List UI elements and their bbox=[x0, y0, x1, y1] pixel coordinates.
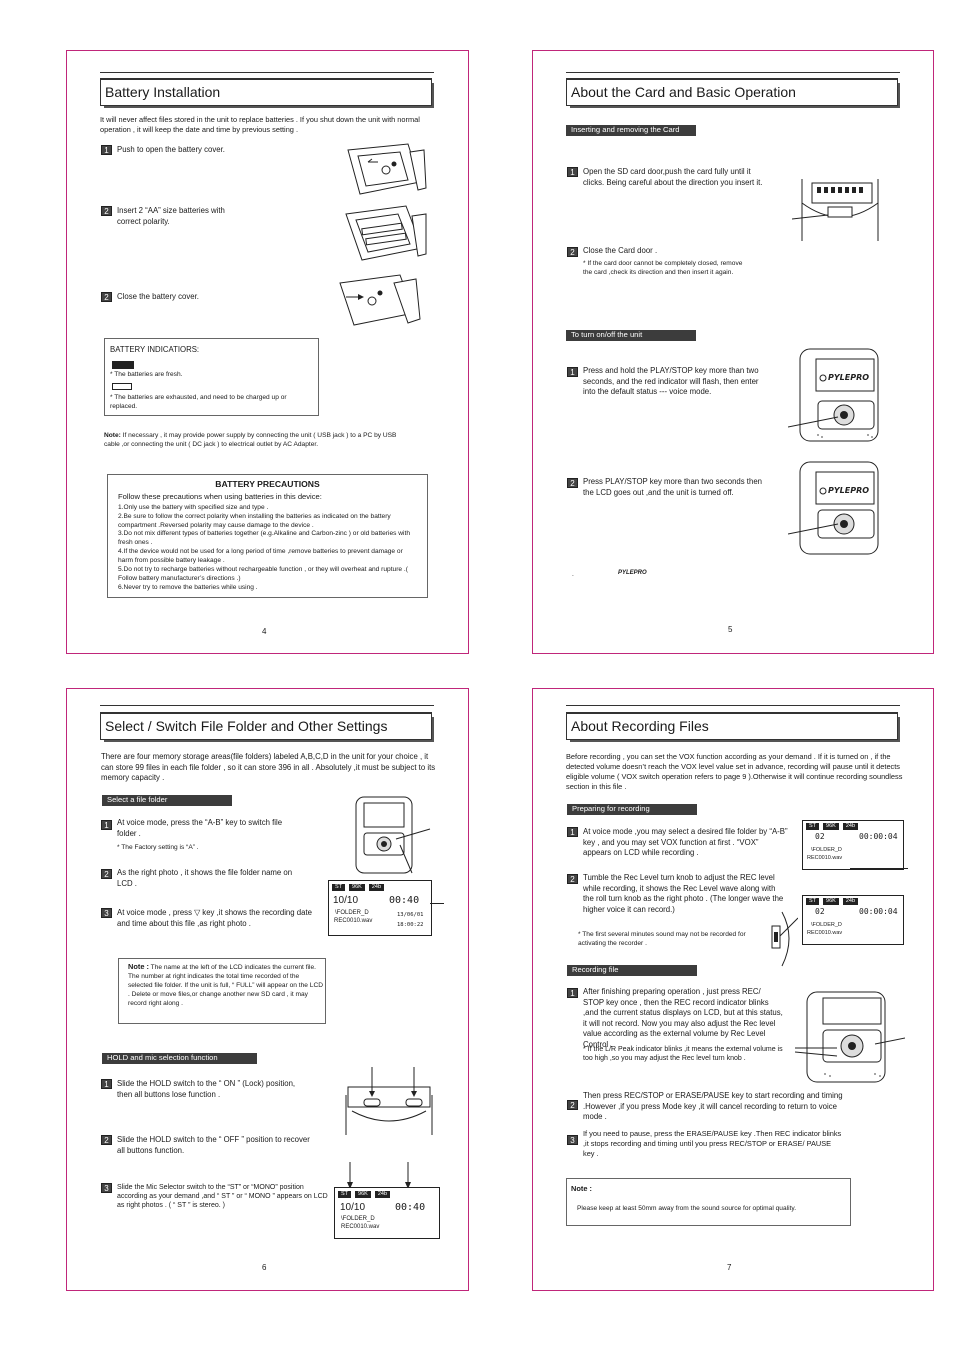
step-number: 3 bbox=[101, 1183, 112, 1193]
step-text: Push to open the battery cover. bbox=[117, 145, 225, 154]
section-tag: Select a file folder bbox=[102, 795, 232, 806]
step-number: 3 bbox=[567, 1135, 578, 1145]
lcd-display-vox bbox=[802, 820, 904, 870]
intro-text: Before recording , you can set the VOX function according as your demand . If it is turned on , if the detected volume doesn’t reach the VOX level value set in advance, recording will pause until it detects eligible volume ( VOX switch operation refers to page 9 ).Otherwise it will continue recording soundless section in this file . bbox=[566, 752, 903, 791]
intro-text: It will never affect files stored in the unit to replace batteries . If you shut down the unit with normal operation , it will keep the date and time by previous setting . bbox=[100, 115, 420, 134]
lcd-rate: 96K bbox=[349, 884, 365, 891]
lcd-date: 13/06/01 bbox=[397, 912, 424, 918]
lcd-clock: 18:00:22 bbox=[397, 922, 424, 928]
precaution-item: 6.Never try to remove the batteries while using . bbox=[118, 584, 258, 591]
step-number: 3 bbox=[101, 908, 112, 918]
device-ab-key-illustration bbox=[350, 795, 435, 875]
sd-card-slot-illustration bbox=[792, 175, 887, 245]
note-label: Note : bbox=[571, 1184, 592, 1193]
step-text: Slide the HOLD switch to the “ OFF ” position to recover all buttons function. bbox=[117, 1135, 310, 1155]
precaution-item: 2.Be sure to follow the correct polarity when installing the batteries as indicated on the battery compartment .Reversed polarity may cause damage to the device . bbox=[118, 513, 391, 529]
intro-text: There are four memory storage areas(file folders) labeled A,B,C,D in the unit for your choice , it can store 99 files in each file folder , so it can store 396 in all . Absolutely ,it must be subject to its memory capacity . bbox=[101, 752, 436, 782]
lcd-level: 02 bbox=[815, 832, 825, 841]
step-number: 1 bbox=[567, 167, 578, 177]
lcd-file: REC0010.wav bbox=[341, 1224, 380, 1230]
battery-cover-open-illustration bbox=[338, 142, 428, 202]
lcd-folder: \FOLDER_D bbox=[811, 847, 842, 853]
step-text: At voice mode, press the “A-B” key to switch file folder . bbox=[117, 818, 283, 838]
battery-empty-icon bbox=[112, 383, 132, 390]
section-tag: Preparing for recording bbox=[567, 804, 697, 815]
step-number: 1 bbox=[101, 1079, 112, 1089]
top-rule bbox=[566, 72, 900, 73]
lcd-file-count: 10/10 bbox=[333, 895, 359, 906]
precaution-item: 4.If the device would not be used for a long period of time ,remove batteries to prevent damage or harm from possible battery leakage . bbox=[118, 548, 403, 564]
precaution-item: 1.Only use the battery with specified size and type . bbox=[118, 504, 269, 511]
note-body: The name at the left of the LCD indicates the current file. The number at right indicates the total time recorded of the selected file folder. If the unit is full, “ FULL” will appear on the LCD . Delete or move files,or change another new SD card , it may record right along . bbox=[128, 964, 323, 1007]
step-number: 1 bbox=[101, 145, 112, 155]
page-title: Battery Installation bbox=[100, 78, 432, 106]
step-text: Slide the HOLD switch to the “ ON ” (Lock) position, then all buttons lose function . bbox=[117, 1079, 296, 1099]
lcd-level: 02 bbox=[815, 907, 825, 916]
lcd-folder: \FOLDER_D bbox=[811, 922, 842, 928]
lcd-rate: 96K bbox=[823, 823, 839, 830]
note-label: Note: bbox=[104, 432, 121, 439]
step-number: 2 bbox=[101, 1135, 112, 1145]
step-text: Press PLAY/STOP key more than two seconds then the LCD goes out ,and the unit is turned off. bbox=[583, 477, 762, 497]
lcd-display-level bbox=[802, 895, 904, 945]
top-rule bbox=[100, 72, 434, 73]
device-power-on-illustration bbox=[788, 345, 888, 445]
step-text: After finishing preparing operation , just press REC/ STOP key once , then the REC record indicator blinks ,and the current status displays on LCD, but at this status, it will not record. Now you may also adjust the Rec level value according as the external volume by Rec Level Control . bbox=[583, 987, 783, 1049]
svg-text:PYLEPRO: PYLEPRO bbox=[828, 486, 870, 495]
step-number: 2 bbox=[101, 292, 112, 302]
step-note: * If the L/R Peak indicator blinks ,it means the external volume is too high ,so you may adjust the Rec level turn knob . bbox=[583, 1046, 783, 1062]
pointer-line bbox=[430, 903, 444, 904]
lcd-folder: \FOLDER_D bbox=[335, 910, 369, 916]
lcd-bits: 24b bbox=[843, 898, 858, 905]
note-text: Please keep at least 50mm away from the sound source for optimal quality. bbox=[577, 1205, 797, 1212]
lcd-file-count: 10/10 bbox=[340, 1202, 366, 1213]
step-number: 1 bbox=[101, 820, 112, 830]
step-note: * If the card door cannot be completely closed, remove the card ,check its direction and then insert it again. bbox=[583, 260, 743, 276]
step-text: At voice mode , press ▽ key ,it shows the recording date and time about this file ,as right photo . bbox=[117, 908, 312, 928]
lcd-file: REC0010.wav bbox=[807, 855, 843, 861]
step-text: Then press REC/STOP or ERASE/PAUSE key to start recording and timing .However ,if you press Mode key ,it will cancel recording to return to voice mode . bbox=[583, 1091, 843, 1121]
note-body: If necessary , it may provide power supply by connecting the unit ( USB jack ) to a PC by USB cable ,or connecting the unit ( DC jack ) to electrical outlet by AC Adapter. bbox=[104, 432, 397, 448]
step-note: * The first several minutes sound may not be recorded for activating the recorder . bbox=[578, 931, 746, 947]
step-text: Press and hold the PLAY/STOP key more than two seconds, and the red indicator will flash, then enter into the default status --- voice mode. bbox=[583, 366, 759, 396]
step-number: 2 bbox=[567, 478, 578, 488]
page-title: Select / Switch File Folder and Other Settings bbox=[100, 712, 432, 740]
section-tag: Inserting and removing the Card bbox=[566, 125, 696, 136]
step-text: Close the battery cover. bbox=[117, 292, 199, 301]
lcd-file: REC0010.wav bbox=[334, 918, 373, 924]
battery-insert-illustration bbox=[338, 204, 428, 268]
rec-level-knob-illustration bbox=[768, 908, 798, 970]
brand-logo: PYLEPRO bbox=[618, 570, 647, 576]
lcd-rate: 96K bbox=[355, 1191, 371, 1198]
lcd-stereo: ST bbox=[806, 823, 819, 830]
pointer-line bbox=[850, 868, 908, 869]
step-text: As the right photo , it shows the file folder name on LCD . bbox=[117, 868, 293, 888]
page-number: 5 bbox=[728, 625, 733, 634]
precautions-lead: Follow these precautions when using batteries in this device: bbox=[118, 492, 322, 501]
lcd-time: 00:40 bbox=[395, 1202, 426, 1213]
step-number: 1 bbox=[567, 367, 578, 377]
mic-selector-arrows bbox=[342, 1162, 422, 1190]
top-rule bbox=[100, 705, 434, 706]
step-text: Tumble the Rec Level turn knob to adjust the REC level while recording, it shows the Rec Level wave along with the roll turn knob as the right photo . (The longer wave the higher voice it can record.) bbox=[583, 873, 784, 914]
step-text: Insert 2 “AA” size batteries with correct polarity. bbox=[117, 206, 225, 226]
note-box bbox=[566, 1178, 851, 1226]
lcd-display-mic bbox=[334, 1187, 440, 1239]
step-text: Close the Card door . bbox=[583, 246, 658, 255]
battery-full-icon bbox=[112, 361, 134, 369]
device-power-off-illustration bbox=[788, 458, 888, 558]
step-number: 1 bbox=[567, 988, 578, 998]
lcd-bits: 24b bbox=[369, 884, 384, 891]
lcd-file: REC0010.wav bbox=[807, 930, 843, 936]
lcd-stereo: ST bbox=[332, 884, 345, 891]
step-text: If you need to pause, press the ERASE/PAUSE key .Then REC indicator blinks ,it stops recording and timing until you press REC/STOP or ERASE/ PAUSE key . bbox=[583, 1129, 842, 1158]
svg-text:PYLEPRO: PYLEPRO bbox=[828, 373, 870, 382]
lcd-time: 00:00:04 bbox=[859, 907, 898, 916]
indicator-fresh: * The batteries are fresh. bbox=[110, 371, 183, 378]
page-title: About the Card and Basic Operation bbox=[566, 78, 898, 106]
stray-dot: . bbox=[572, 571, 574, 578]
page-number: 6 bbox=[262, 1263, 267, 1272]
indicators-title: BATTERY INDICATIORS: bbox=[110, 345, 200, 354]
step-number: 2 bbox=[101, 206, 112, 216]
step-text: Open the SD card door,push the card fully until it clicks. Being careful about the direction you insert it. bbox=[583, 167, 763, 187]
page-title: About Recording Files bbox=[566, 712, 898, 740]
lcd-stereo: ST bbox=[338, 1191, 351, 1198]
precautions-title: BATTERY PRECAUTIONS bbox=[215, 479, 320, 489]
section-tag: Recording file bbox=[567, 965, 697, 976]
step-text: At voice mode ,you may select a desired file folder by “A-B” key , and you may set VOX function at first . “VOX” appears on LCD while recording . bbox=[583, 827, 788, 857]
top-rule bbox=[566, 705, 900, 706]
precaution-item: 5.Do not try to recharge batteries without rechargeable function , or they will overheat and rupture .( Follow battery manufacturer’s directions .) bbox=[118, 566, 408, 582]
note-label: Note : bbox=[128, 962, 149, 971]
indicator-exhausted: * The batteries are exhausted, and need to be charged up or replaced. bbox=[110, 394, 287, 410]
step-number: 2 bbox=[101, 869, 112, 879]
battery-cover-close-illustration bbox=[334, 273, 426, 333]
page-number: 7 bbox=[727, 1263, 732, 1272]
lcd-display-folder bbox=[328, 880, 432, 936]
lcd-rate: 96K bbox=[823, 898, 839, 905]
precaution-item: 3.Do not mix different types of batteries together (e.g.Alkaline and Carbon-zinc ) or old batteries with fresh ones . bbox=[118, 530, 410, 546]
lcd-time: 00:40 bbox=[389, 895, 420, 906]
step-number: 2 bbox=[567, 874, 578, 884]
lcd-folder: \FOLDER_D bbox=[341, 1216, 375, 1222]
step-number: 2 bbox=[567, 1100, 578, 1110]
note-text bbox=[104, 431, 414, 449]
device-rec-illustration bbox=[795, 990, 905, 1085]
lcd-stereo: ST bbox=[806, 898, 819, 905]
step-number: 1 bbox=[567, 827, 578, 837]
step-text: Slide the Mic Selector switch to the “ST” or “MONO” position according as your demand ,and “ ST ” or “ MONO ” appears on LCD as right photos . ( “ ST ” is stereo. ) bbox=[117, 1184, 328, 1209]
lcd-bits: 24b bbox=[843, 823, 858, 830]
page-number: 4 bbox=[262, 627, 267, 636]
lcd-bits: 24b bbox=[375, 1191, 390, 1198]
note-text bbox=[128, 962, 323, 1008]
step-note: * The Factory setting is “A” . bbox=[117, 844, 199, 851]
hold-switch-illustration bbox=[342, 1065, 437, 1135]
section-tag: HOLD and mic selection function bbox=[102, 1053, 257, 1064]
step-number: 2 bbox=[567, 247, 578, 257]
section-tag: To turn on/off the unit bbox=[566, 330, 696, 341]
lcd-time: 00:00:04 bbox=[859, 832, 898, 841]
